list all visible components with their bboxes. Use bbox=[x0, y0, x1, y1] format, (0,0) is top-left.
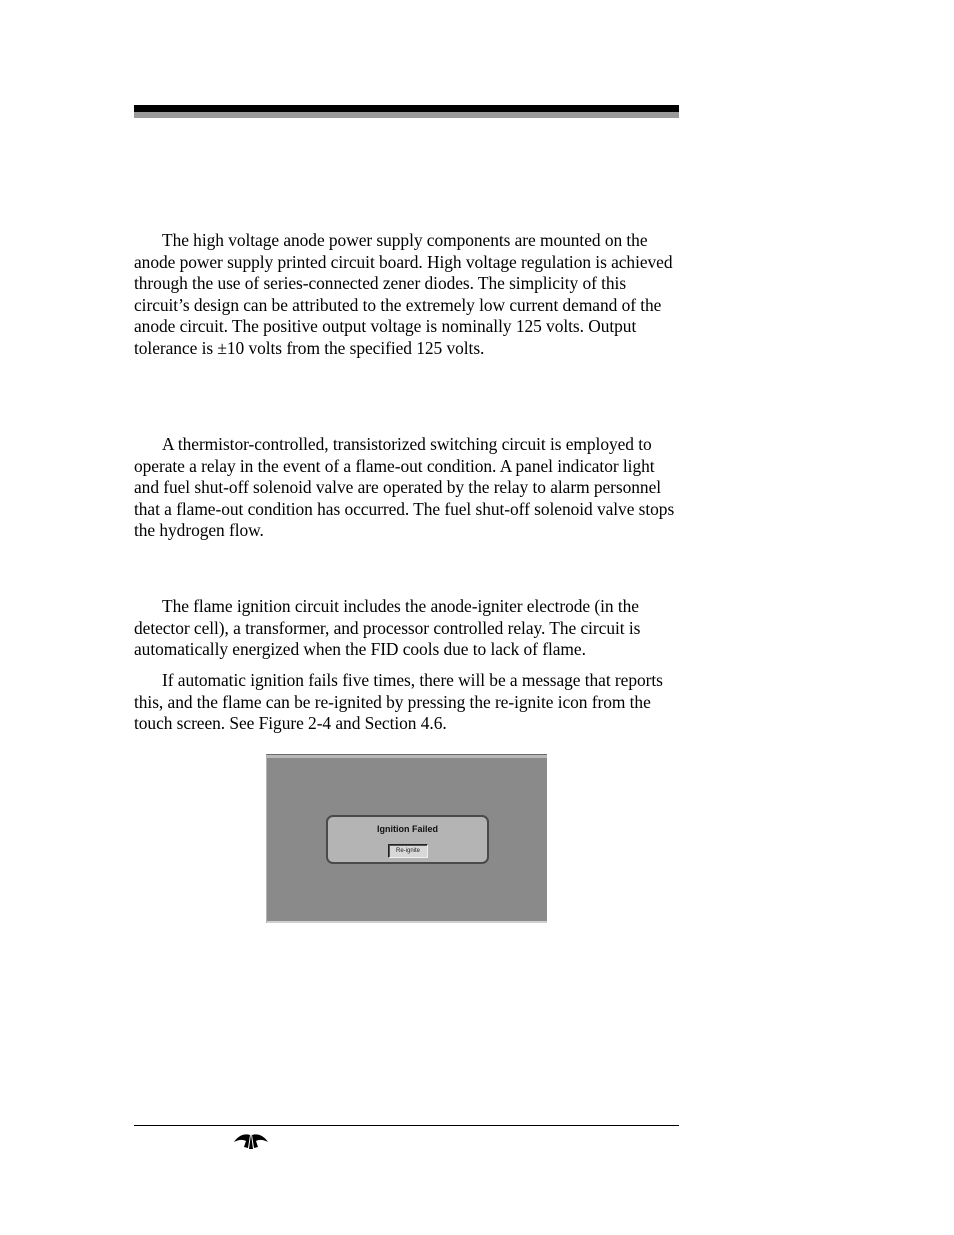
paragraph-anode-power-supply: The high voltage anode power supply components are mounted on the anode power supply printed circuit board. High voltage regulation is achieved through the use of series-connected zener diodes. The simplicity of this circuit’s design can be attributed to the extremely low current demand of the anode circuit. The positive output voltage is nominally 125 volts. Output tolerance is ±10 volts from the specified 125 volts. bbox=[134, 230, 673, 358]
footer-rule bbox=[134, 1125, 679, 1126]
header-rule-black bbox=[134, 105, 679, 112]
ignition-failed-dialog bbox=[326, 815, 489, 864]
dialog-title: Ignition Failed bbox=[377, 824, 438, 834]
teledyne-logo-icon bbox=[233, 1131, 269, 1151]
reignite-button[interactable]: Re-ignite bbox=[388, 844, 428, 858]
touch-screen-figure bbox=[266, 754, 547, 923]
paragraph-flame-ignition-circuit: The flame ignition circuit includes the anode-igniter electrode (in the detector cell), a transformer, and processor controlled relay. The circuit is automatically energized when the FID cools due to lack of flame. bbox=[134, 596, 641, 659]
header-rule-gray bbox=[134, 112, 679, 118]
paragraph-flame-out-circuit: A thermistor-controlled, transistorized switching circuit is employed to operate a relay in the event of a flame-out condition. A panel indicator light and fuel shut-off solenoid valve are operated by the relay to alarm personnel that a flame-out condition has occurred. The fuel shut-off solenoid valve stops the hydrogen flow. bbox=[134, 434, 675, 540]
screen-bottom-border bbox=[267, 921, 547, 923]
screen-top-border bbox=[267, 755, 547, 758]
paragraph-reignite-instructions: If automatic ignition fails five times, there will be a message that reports this, and the flame can be re-ignited by pressing the re-ignite icon from the touch screen. See Figure 2-4 and Section 4.6. bbox=[134, 670, 663, 733]
